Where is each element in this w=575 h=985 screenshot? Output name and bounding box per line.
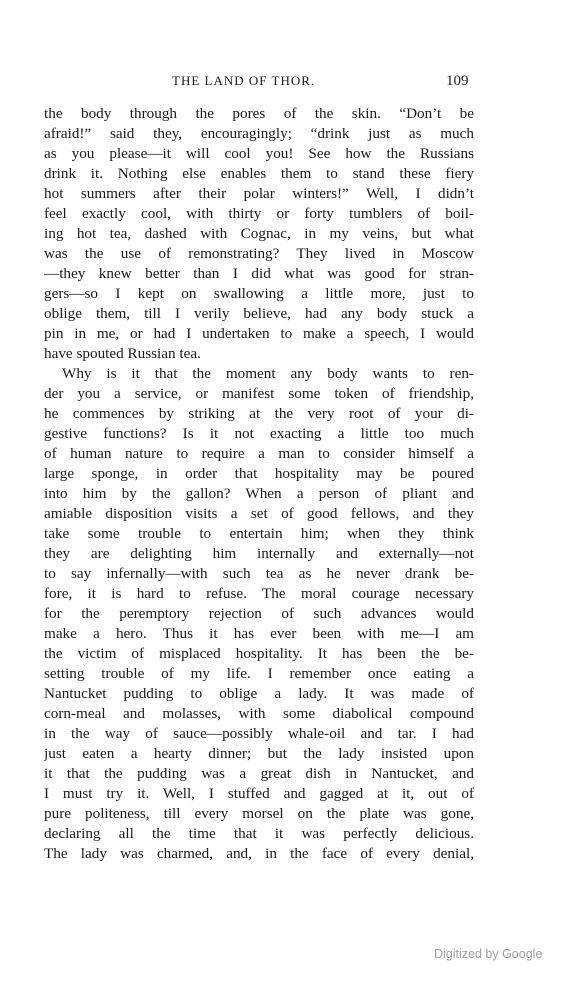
text-line: declaring all the time that it was perfectly delicious. bbox=[44, 825, 474, 842]
text-line: as you please—it will cool you! See how the Russians bbox=[44, 145, 474, 162]
text-line: was the use of remonstrating? They lived in Moscow bbox=[44, 245, 474, 262]
text-line: der you a service, or manifest some token of friendship, bbox=[44, 385, 474, 402]
text-line: make a hero. Thus it has ever been with me—I am bbox=[44, 625, 474, 642]
text-line: in the way of sauce—possibly whale-oil and tar. I had bbox=[44, 725, 474, 742]
text-line: to say infernally—with such tea as he never drank be- bbox=[44, 565, 474, 582]
running-head bbox=[0, 73, 575, 93]
body-text bbox=[44, 104, 474, 864]
text-line: the body through the pores of the skin. “Don’t be bbox=[44, 105, 474, 122]
text-line: The lady was charmed, and, in the face of every denial, bbox=[44, 845, 474, 862]
text-line: Why is it that the moment any body wants to ren- bbox=[62, 365, 474, 382]
text-line: —they knew better than I did what was good for stran- bbox=[44, 265, 474, 282]
text-line: I must try it. Well, I stuffed and gagged at it, out of bbox=[44, 785, 474, 802]
text-line: gers—so I kept on swallowing a little more, just to bbox=[44, 285, 474, 302]
text-line: feel exactly cool, with thirty or forty tumblers of boil- bbox=[44, 205, 474, 222]
text-line: afraid!” said they, encouragingly; “drink just as much bbox=[44, 125, 474, 142]
text-line: it that the pudding was a great dish in Nantucket, and bbox=[44, 765, 474, 782]
digitized-watermark: Digitized by Google bbox=[434, 947, 543, 961]
text-line: large sponge, in order that hospitality may be poured bbox=[44, 465, 474, 482]
text-line: pure politeness, till every morsel on the plate was gone, bbox=[44, 805, 474, 822]
text-line: take some trouble to entertain him; when they think bbox=[44, 525, 474, 542]
text-line: he commences by striking at the very root of your di- bbox=[44, 405, 474, 422]
text-line: just eaten a hearty dinner; but the lady insisted upon bbox=[44, 745, 474, 762]
text-line: have spouted Russian tea. bbox=[44, 345, 201, 362]
text-line: hot summers after their polar winters!” Well, I didn’t bbox=[44, 185, 474, 202]
text-line: the victim of misplaced hospitality. It has been the be- bbox=[44, 645, 474, 662]
text-line: amiable disposition visits a set of good fellows, and they bbox=[44, 505, 474, 522]
text-line: of human nature to require a man to consider himself a bbox=[44, 445, 474, 462]
text-line: for the peremptory rejection of such advances would bbox=[44, 605, 474, 622]
text-line: corn-meal and molasses, with some diabolical compound bbox=[44, 705, 474, 722]
text-line: ing hot tea, dashed with Cognac, in my veins, but what bbox=[44, 225, 474, 242]
text-line: oblige them, till I verily believe, had any body stuck a bbox=[44, 305, 474, 322]
text-line: drink it. Nothing else enables them to stand these fiery bbox=[44, 165, 474, 182]
text-line: pin in me, or had I undertaken to make a speech, I would bbox=[44, 325, 474, 342]
text-line: Nantucket pudding to oblige a lady. It was made of bbox=[44, 685, 474, 702]
text-line: into him by the gallon? When a person of pliant and bbox=[44, 485, 474, 502]
text-line: setting trouble of my life. I remember once eating a bbox=[44, 665, 474, 682]
text-line: fore, it is hard to refuse. The moral courage necessary bbox=[44, 585, 474, 602]
text-line: they are delighting him internally and externally—not bbox=[44, 545, 474, 562]
text-line: gestive functions? Is it not exacting a little too much bbox=[44, 425, 474, 442]
page-number: 109 bbox=[446, 73, 469, 89]
running-title: THE LAND OF THOR. bbox=[172, 73, 316, 88]
